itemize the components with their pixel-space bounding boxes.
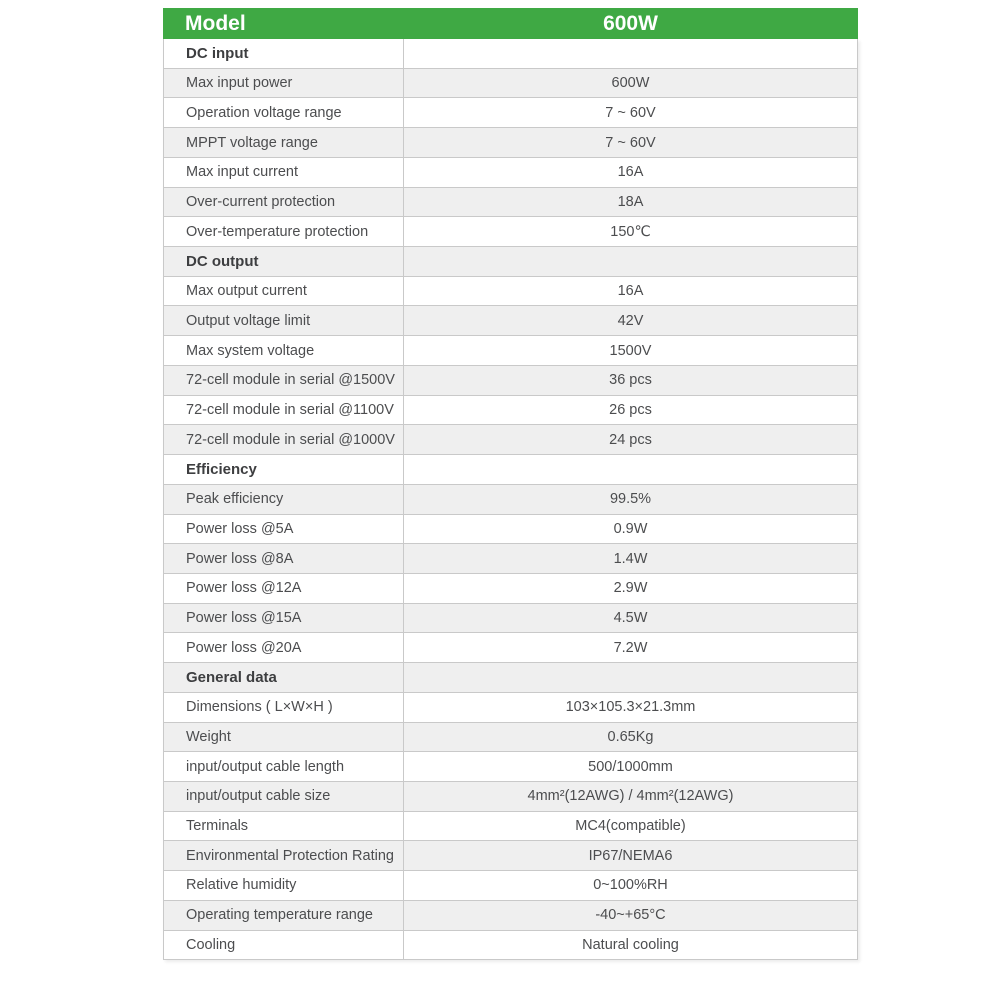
spec-label: Power loss @8A (164, 544, 404, 573)
table-header-row (163, 8, 858, 39)
spec-label: Environmental Protection Rating (164, 841, 404, 870)
spec-label: Max input current (164, 158, 404, 187)
spec-label: Power loss @15A (164, 604, 404, 633)
section-label: General data (164, 663, 404, 692)
spec-label: 72-cell module in serial @1000V (164, 425, 404, 454)
spec-label: Terminals (164, 812, 404, 841)
spec-value: 0.65Kg (607, 728, 654, 745)
table-row (164, 188, 857, 218)
spec-value: 16A (617, 164, 644, 181)
spec-value: 0~100%RH (593, 877, 668, 894)
table-row (164, 306, 857, 336)
table-row (164, 841, 857, 871)
spec-label: Operation voltage range (164, 98, 404, 127)
spec-label: 72-cell module in serial @1500V (164, 366, 404, 395)
table-row (164, 366, 857, 396)
spec-value: Natural cooling (582, 936, 679, 953)
spec-label: Dimensions ( L×W×H ) (164, 693, 404, 722)
spec-value: 2.9W (613, 580, 648, 597)
table-row (164, 396, 857, 426)
table-row (164, 871, 857, 901)
spec-label: Power loss @5A (164, 515, 404, 544)
table-row (164, 336, 857, 366)
table-row (164, 425, 857, 455)
header-model-label: Model (185, 11, 246, 35)
table-row (164, 901, 857, 931)
spec-label: Power loss @20A (164, 633, 404, 662)
spec-value: 0.9W (613, 520, 648, 537)
spec-value: 7.2W (613, 639, 648, 656)
table-row (164, 158, 857, 188)
section-row (164, 455, 857, 485)
spec-value (404, 39, 857, 68)
spec-label: Output voltage limit (164, 306, 404, 335)
spec-label: Max output current (164, 277, 404, 306)
spec-value (404, 247, 857, 276)
spec-label: Over-current protection (164, 188, 404, 217)
spec-value: 4mm²(12AWG) / 4mm²(12AWG) (527, 788, 734, 805)
spec-value: 1500V (609, 342, 652, 359)
table-row (164, 752, 857, 782)
spec-value: IP67/NEMA6 (588, 847, 673, 864)
table-row (164, 515, 857, 545)
spec-label: input/output cable length (164, 752, 404, 781)
spec-value: 99.5% (609, 491, 652, 508)
table-row (164, 931, 857, 961)
spec-label: Operating temperature range (164, 901, 404, 930)
section-label: Efficiency (164, 455, 404, 484)
header-model-value: 600W (603, 11, 658, 35)
table-row (164, 69, 857, 99)
spec-label: Weight (164, 723, 404, 752)
spec-label: Max system voltage (164, 336, 404, 365)
spec-label: 72-cell module in serial @1100V (164, 396, 404, 425)
spec-value: 42V (617, 312, 644, 329)
spec-label: Peak efficiency (164, 485, 404, 514)
spec-value (404, 455, 857, 484)
spec-value: 7 ~ 60V (605, 134, 656, 151)
section-row (164, 663, 857, 693)
spec-value: 26 pcs (609, 401, 652, 418)
section-row (164, 39, 857, 69)
spec-label: Relative humidity (164, 871, 404, 900)
table-row (164, 693, 857, 723)
spec-label: Power loss @12A (164, 574, 404, 603)
spec-label: Over-temperature protection (164, 217, 404, 246)
table-row (164, 633, 857, 663)
table-row (164, 574, 857, 604)
spec-value: 7 ~ 60V (605, 104, 656, 121)
table-row (164, 544, 857, 574)
spec-label: Cooling (164, 931, 404, 960)
spec-value: 1.4W (613, 550, 648, 567)
spec-value: 4.5W (613, 610, 648, 627)
spec-value: 36 pcs (609, 372, 652, 389)
table-row (164, 277, 857, 307)
spec-value: 24 pcs (609, 431, 652, 448)
spec-value: 600W (611, 75, 650, 92)
spec-value: 500/1000mm (588, 758, 673, 775)
spec-value: 103×105.3×21.3mm (565, 699, 696, 716)
table-row (164, 782, 857, 812)
spec-value: MC4(compatible) (575, 818, 686, 835)
table-row (164, 485, 857, 515)
spec-value: 16A (617, 283, 644, 300)
spec-label: MPPT voltage range (164, 128, 404, 157)
spec-value (404, 663, 857, 692)
table-row (164, 98, 857, 128)
section-label: DC output (164, 247, 404, 276)
table-row (164, 723, 857, 753)
spec-label: Max input power (164, 69, 404, 98)
table-row (164, 128, 857, 158)
spec-label: input/output cable size (164, 782, 404, 811)
spec-value: -40~+65°C (595, 907, 666, 924)
spec-value: 18A (617, 193, 644, 210)
table-row (164, 812, 857, 842)
table-row (164, 217, 857, 247)
spec-table (163, 8, 858, 960)
spec-value: 150℃ (610, 223, 651, 240)
section-row (164, 247, 857, 277)
section-label: DC input (164, 39, 404, 68)
table-row (164, 604, 857, 634)
table-body (163, 39, 858, 960)
